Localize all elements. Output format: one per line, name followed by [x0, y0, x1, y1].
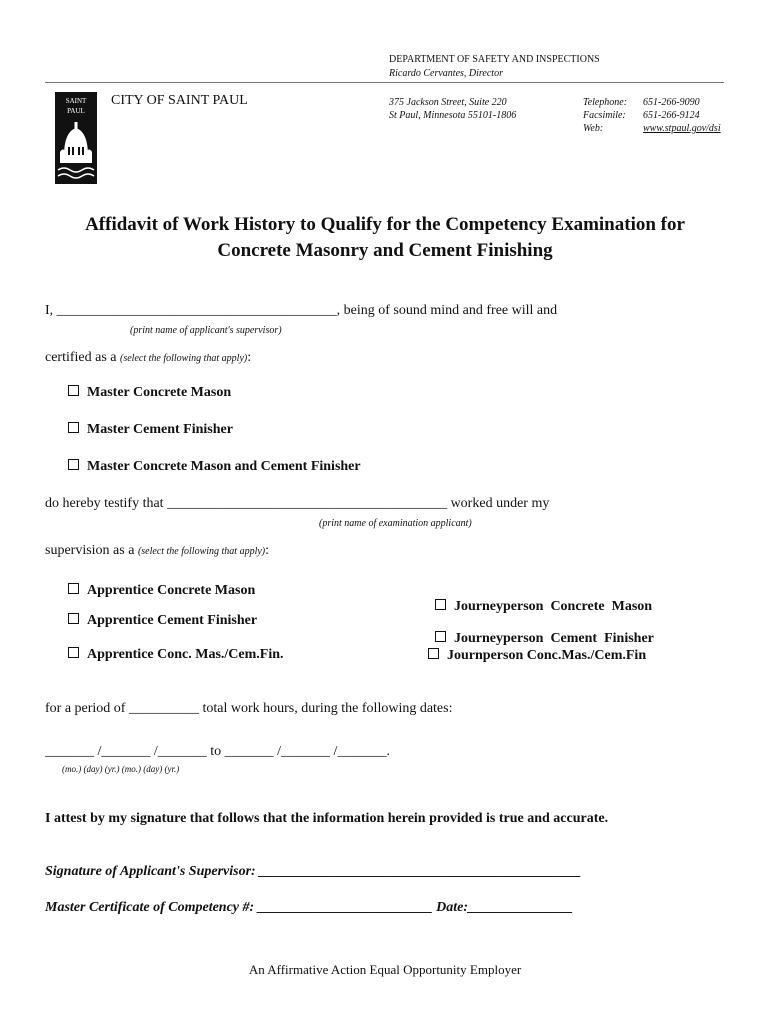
telephone-label: Telephone:	[583, 97, 628, 108]
option-journeyperson-mason-finisher[interactable]	[428, 648, 646, 664]
option-master-mason-and-finisher[interactable]	[68, 459, 361, 475]
logo-text-top: SAINT	[65, 97, 87, 105]
checkbox[interactable]	[68, 613, 79, 624]
saint-paul-logo	[55, 92, 97, 184]
supervision-as-line	[45, 543, 269, 559]
supervisor-name-hint: (print name of applicant's supervisor)	[130, 325, 282, 336]
header-divider	[45, 82, 724, 83]
facsimile-value: 651-266-9124	[643, 110, 700, 121]
address-block	[389, 96, 516, 122]
option-label: Journeyperson Concrete Mason	[454, 599, 653, 614]
option-label: Apprentice Cement Finisher	[87, 613, 258, 628]
attestation-statement: I attest by my signature that follows that the information herein provided is true and accurate.	[45, 811, 609, 826]
checkbox[interactable]	[68, 647, 79, 658]
address-line-1: 375 Jackson Street, Suite 220	[389, 97, 507, 108]
checkbox[interactable]	[68, 459, 79, 470]
checkbox[interactable]	[68, 385, 79, 396]
web-link[interactable]: www.stpaul.gov/dsi	[643, 123, 721, 134]
department-name: DEPARTMENT OF SAFETY AND INSPECTIONS	[389, 54, 600, 65]
web-label: Web:	[583, 123, 604, 134]
option-label: Apprentice Conc. Mas./Cem.Fin.	[87, 647, 284, 662]
supervisor-name-line[interactable]: I, ________________________________________, being of sound mind and free will and	[45, 303, 558, 318]
facsimile-label: Facsimile:	[583, 110, 626, 121]
option-label: Apprentice Concrete Mason	[87, 583, 256, 598]
applicant-name-hint: (print name of examination applicant)	[319, 518, 472, 529]
checkbox[interactable]	[68, 583, 79, 594]
option-journeyperson-cement-finisher[interactable]	[428, 615, 654, 647]
certified-suffix: :	[247, 350, 252, 365]
option-apprentice-concrete-mason[interactable]	[68, 583, 255, 599]
supervision-prefix: supervision as a	[45, 543, 135, 558]
certificate-date-line[interactable]: Master Certificate of Competency #: _________________________ Date:_______________	[45, 900, 574, 915]
checkbox[interactable]	[435, 631, 446, 642]
dates-hint: (mo.) (day) (yr.) (mo.) (day) (yr.)	[62, 764, 180, 774]
option-apprentice-cement-finisher[interactable]	[68, 613, 257, 629]
option-journeyperson-concrete-mason[interactable]	[428, 583, 652, 615]
option-label: Master Cement Finisher	[87, 422, 233, 437]
department-header	[389, 53, 600, 81]
applicant-name-line[interactable]: do hereby testify that ________________________________________ worked under my	[45, 496, 550, 511]
option-apprentice-mason-finisher[interactable]	[68, 647, 284, 663]
option-label: Master Concrete Mason and Cement Finisher	[87, 459, 361, 474]
option-label: Master Concrete Mason	[87, 385, 232, 400]
option-label: Journeyperson Cement Finisher	[454, 631, 654, 646]
title-line-2: Concrete Masonry and Cement Finishing	[217, 240, 553, 261]
city-name: CITY OF SAINT PAUL	[111, 93, 248, 108]
work-hours-line[interactable]: for a period of __________ total work hours, during the following dates:	[45, 701, 453, 716]
logo-text-bottom: PAUL	[67, 107, 85, 115]
certified-as-line	[45, 350, 251, 366]
supervisor-signature-line[interactable]: Signature of Applicant's Supervisor: ______________________________________________	[45, 864, 582, 879]
document-title	[0, 212, 770, 264]
address-line-2: St Paul, Minnesota 55101-1806	[389, 110, 517, 121]
option-master-concrete-mason[interactable]	[68, 385, 231, 401]
contact-block	[583, 96, 721, 135]
cathedral-icon	[55, 92, 97, 184]
certified-prefix: certified as a	[45, 350, 117, 365]
supervision-hint: (select the following that apply)	[137, 546, 266, 557]
telephone-value: 651-266-9090	[643, 97, 700, 108]
title-line-1: Affidavit of Work History to Qualify for the Competency Examination for	[85, 214, 685, 235]
footer-text: An Affirmative Action Equal Opportunity Employer	[248, 962, 522, 977]
checkbox[interactable]	[428, 648, 439, 659]
checkbox[interactable]	[68, 422, 79, 433]
supervision-suffix: :	[265, 543, 270, 558]
checkbox[interactable]	[435, 599, 446, 610]
director-name: Ricardo Cervantes, Director	[389, 68, 503, 79]
dates-line[interactable]: _______ /_______ /_______ to _______ /_______ /_______.	[45, 744, 390, 759]
option-label: Journperson Conc.Mas./Cem.Fin	[447, 648, 647, 663]
certified-hint: (select the following that apply)	[120, 353, 248, 364]
option-master-cement-finisher[interactable]	[68, 422, 233, 438]
